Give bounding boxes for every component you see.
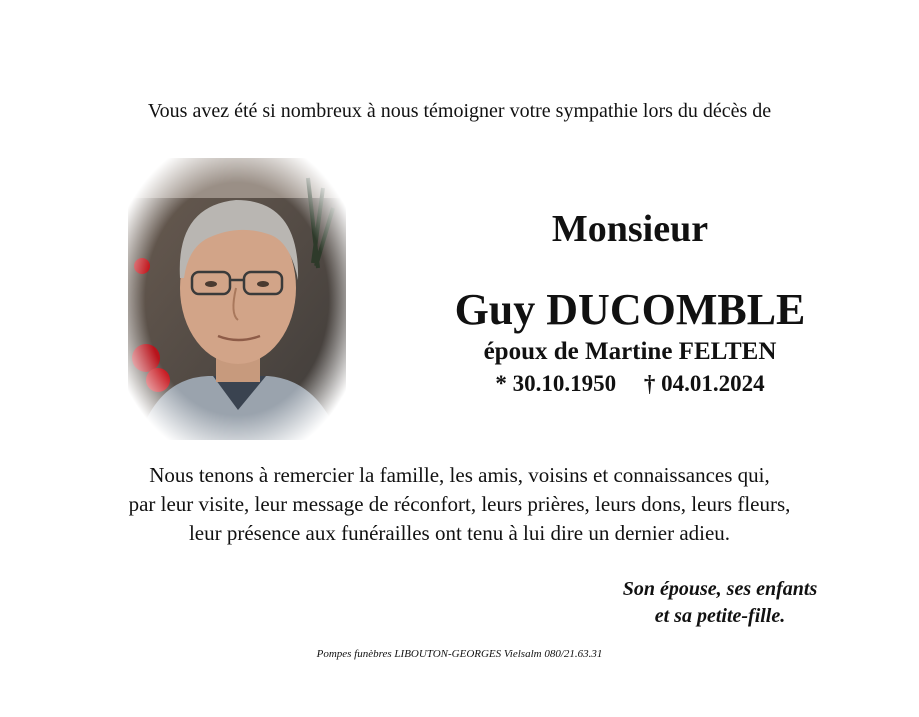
portrait-photo: [118, 148, 356, 450]
thanks-paragraph: [0, 461, 919, 548]
signature-line: et sa petite-fille.: [654, 605, 786, 627]
thanks-line: leur présence aux funérailles ont tenu à lui dire un dernier adieu.: [188, 521, 731, 545]
family-signature: [560, 576, 880, 630]
intro-text: Vous avez été si nombreux à nous témoigner votre sympathie lors du décès de: [147, 100, 772, 122]
signature-line: Son épouse, ses enfants: [622, 578, 818, 600]
honorific-title: Monsieur: [551, 208, 709, 250]
death-date: † 04.01.2024: [643, 371, 765, 396]
thanks-line: Nous tenons à remercier la famille, les amis, voisins et connaissances qui,: [149, 463, 770, 487]
spouse-line: époux de Martine FELTEN: [483, 338, 777, 365]
deceased-name: Guy DUCOMBLE: [454, 285, 806, 334]
birth-date: * 30.10.1950: [495, 371, 617, 396]
deceased-block: [400, 204, 860, 400]
funeral-home-footer: Pompes funèbres LIBOUTON-GEORGES Vielsalm 080/21.63.31: [316, 648, 603, 660]
thanks-line: par leur visite, leur message de réconfort, leurs prières, leurs dons, leurs fleurs,: [128, 492, 791, 516]
life-dates: [400, 368, 860, 400]
